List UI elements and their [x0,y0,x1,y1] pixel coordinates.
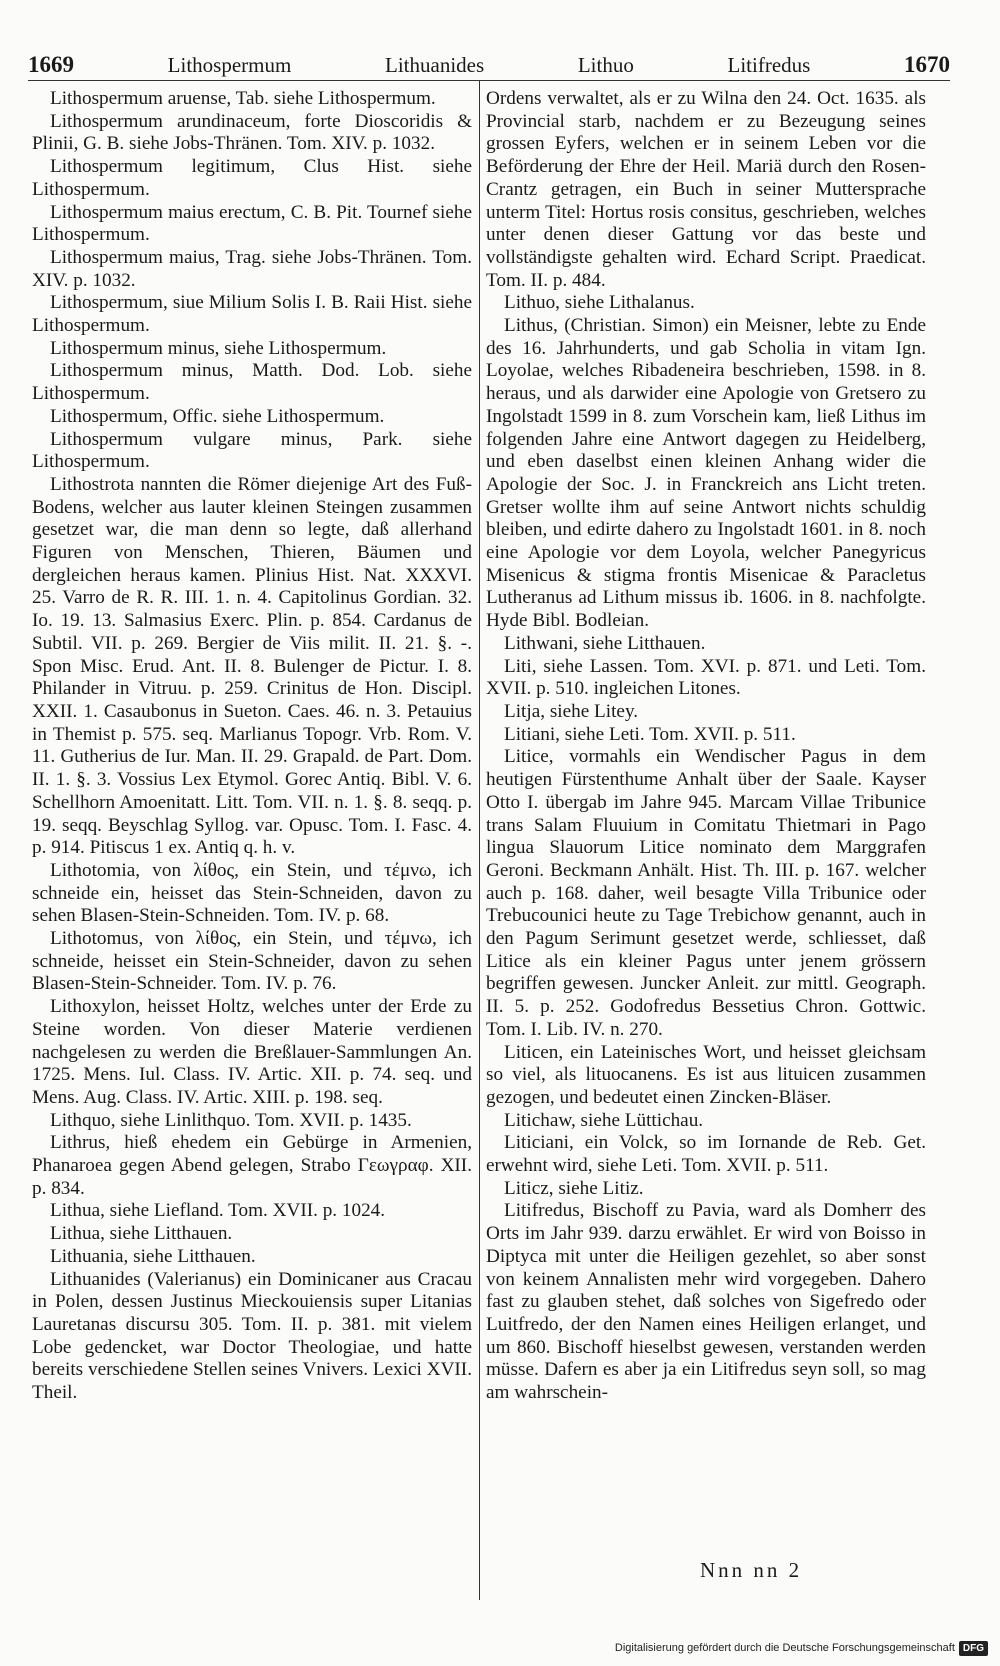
entry: Litiani, siehe Leti. Tom. XVII. p. 511. [504,723,796,745]
entry: Litifredus, Bischoff zu Pavia, ward als Domherr des Orts im Jahr 939. darzu erwählet. Er wird von Boisso in Diptyca mit unter die Heiligen gezehlet, so aber sonst von keinem Annalisten mehr wird vorgegeben. Dahero fast zu glauben stehet, daß solches von Sigefredo oder Luitfredo, der den Namen eines Heiligen erlanget, und um 860. Bischoff hieselbst gewesen, verstanden werden müsse. Dafern es aber ja ein Litifredus seyn soll, so mag am wahrschein- [486,1200,926,1404]
dfg-logo-icon: DFG [959,1641,988,1656]
entry: Lithuo, siehe Lithalanus. [504,292,695,314]
entry: Lithospermum aruense, Tab. siehe Lithospermum. [50,88,436,109]
printer-signature: Nnn nn 2 [700,1558,803,1582]
column-divider [479,80,480,1600]
entry: Lithuanides (Valerianus) ein Dominicaner aus Cracau in Polen, dessen Justinus Mieckouiensis super Litanias Lauretanas discursu 305. Tom. II. p. 381. mit vielem Lobe gedencket, war Doctor Theologiae, und hatte bereits verschiedene Stellen seines Vnivers. Lexici XVII. Theil. [32,1268,472,1404]
page-number-left: 1669 [28,52,74,77]
entry: Lithospermum minus, Matth. Dod. Lob. siehe Lithospermum. [32,360,472,405]
entry: Lithuania, siehe Litthauen. [50,1245,256,1267]
entry: Litichaw, siehe Lüttichau. [504,1109,704,1131]
entry: Liticen, ein Lateinisches Wort, und heisset gleichsam so viel, als lituocanens. Es ist aus lituicen zusammen gezogen, und bedeutet einen Zincken-Bläser. [486,1041,926,1108]
entry: Lithospermum vulgare minus, Park. siehe Lithospermum. [32,428,472,473]
entry: Lithotomus, von λίθος, ein Stein, und τέμνω, ich schneide, heisset ein Stein-Schneider, davon zu sehen Blasen-Stein-Schneider. Tom. IV. p. 76. [32,928,472,995]
page-header [28,44,950,78]
entry: Lithua, siehe Litthauen. [50,1223,233,1245]
right-column [486,88,926,1608]
footer-text: Digitalisierung gefördert durch die Deutsche Forschungsgemeinschaft [614,1642,955,1654]
entry: Lithwani, siehe Litthauen. [504,632,706,654]
entry: Lithospermum maius erectum, C. B. Pit. Tournef siehe Lithospermum. [32,201,472,246]
entry: Lithospermum legitimum, Clus Hist. siehe Lithospermum. [32,156,472,200]
entry: Lithospermum maius, Trag. siehe Jobs-Thränen. Tom. XIV. p. 1032. [32,246,472,291]
entry: Lithospermum, siue Milium Solis I. B. Raii Hist. siehe Lithospermum. [32,292,472,337]
entry: Lithua, siehe Liefland. Tom. XVII. p. 1024. [50,1200,386,1222]
entry: Lithostrota nannten die Römer diejenige Art des Fuß-Bodens, welcher aus lauter kleinen Steingen zusammen gesetzet war, die man denn so legte, daß allerhand Figuren von Menschen, Thieren, Bäumen und dergleichen heraus kamen. Plinius Hist. Nat. XXXVI. 25. Varro de R. R. III. 1. n. 4. Capitolinus Gordian. 32. Io. 19. 13. Salmasius Exerc. Plin. p. 854. Cardanus de Subtil. VII. p. 269. Bergier de Viis milit. II. 21. §. -. Spon Misc. Erud. Ant. II. 8. Bulenger de Pictur. I. 8. Philander in Vitruu. p. 259. Crinitus de Hon. Discipl. XXII. 1. Casaubonus in Sueton. Caes. 46. n. 3. Petauius in Themist p. 575. seq. Marlianus Topogr. Vrb. Rom. V. 11. Gutherius de Iur. Man. II. 29. Grapald. de Part. Dom. II. 1. §. 3. Vossius Lex Etymol. Gorec Antiq. Bibl. V. 6. Schellhorn Amoenitatt. Litt. Tom. VII. n. 1. §. 8. seqq. p. 19. seqq. Beyschlag Syllog. var. Opusc. Tom. I. Fasc. 4. p. 914. Pitiscus 1 ex. Antiq q. h. v. [32,473,472,859]
entry: Liti, siehe Lassen. Tom. XVI. p. 871. und Leti. Tom. XVII. p. 510. ingleichen Litones. [486,655,926,700]
entry: Lithotomia, von λίθος, ein Stein, und τέμνω, ich schneide ein, heisset das Stein-Schneiden, davon zu sehen Blasen-Stein-Schneiden. Tom. IV. p. 68. [32,859,472,927]
entry: Litja, siehe Litey. [504,700,639,722]
left-column [32,88,472,1608]
page-number-right: 1670 [903,52,950,77]
entry: Lithoxylon, heisset Holtz, welches unter der Erde zu Steine worden. Von dieser Materie verdienen nachgelesen zu werden die Breßlauer-Sammlungen An. 1725. Mens. Iul. Class. IV. Artic. XII. p. 74. seq. und Mens. Aug. Class. IV. Artic. XIII. p. 198. seq. [32,996,472,1108]
running-headword-4: Litifredus [727,53,811,77]
entry: Lithrus, hieß ehedem ein Gebürge in Armenien, Phanaroea gegen Abend gelegen, Strabo Γεωγραφ. XII. p. 834. [32,1132,472,1199]
entry: Lithus, (Christian. Simon) ein Meisner, lebte zu Ende des 16. Jahrhunderts, und gab Scholia in vitam Ign. Loyolae, welches Ribadeneira beschrieben, 1598. in 8. heraus, und als darwider eine Apologie von Gretsero zu Ingolstadt 1599 in 8. zum Vorschein kam, ließ Lithus im folgenden Jahre eine Antwort dagegen zu Heidelberg, und eben daselbst einen kleinen Anhang wider die Apologie der Soc. J. in Franckreich ans Licht treten. Gretser wollte ihm auf seine Antwort nichts schuldig bleiben, und edirte dahero zu Ingolstadt 1601. in 8. noch eine Apologie vor dem Loyola, welcher Panegyricus Misenicus & stigma frontis Misenicae & Paracletus Lutheranus ad Lithum missus ib. 1606. in 8. nachfolgte. Hyde Bibl. Bodleian. [486,315,926,632]
entry: Litice, vormahls ein Wendischer Pagus in dem heutigen Fürstenthume Anhalt über der Saale. Kayser Otto I. übergab im Jahre 945. Marcam Villae Tribunice trans Salam Fluuium in Comitatu Thietmari in Pago lingua Slauorum Litice nominato dem Marggrafen Geroni. Beckmann Anhält. Hist. Th. III. p. 167. welcher auch p. 168. daher, weil besagte Villa Tribunice oder Trebucounici heute zu Tage Trebichow genannt, auch in den Pagum Serimunt gesetzet werde, schliesset, daß Litice als ein kleiner Pagus unter jenem grössern begriffen gewesen. Juncker Anleit. zur mittl. Geograph. II. 5. p. 252. Godofredus Bessetius Chron. Gottwic. Tom. I. Lib. IV. n. 270. [486,746,926,1040]
footer [615,1638,988,1658]
entry: Lithospermum minus, siehe Lithospermum. [50,337,387,359]
running-headword-1: Lithospermum [167,53,292,77]
running-headword-2: Lithuanides [385,53,485,77]
running-headword-3: Lithuo [577,53,634,77]
header-rule [28,80,950,81]
entry: Liticz, siehe Litiz. [504,1177,644,1199]
entry: Lithquo, siehe Linlithquo. Tom. XVII. p. 1435. [50,1109,412,1131]
entry: Liticiani, ein Volck, so im Iornande de Reb. Get. erwehnt wird, siehe Leti. Tom. XVII. p. 511. [486,1132,926,1177]
entry: Lithospermum, Offic. siehe Lithospermum. [50,405,385,427]
entry: Ordens verwaltet, als er zu Wilna den 24. Oct. 1635. als Provincial starb, nachdem er zu Bezeugung seines grossen Eyfers, welchen er in seinem Leben vor die Beförderung der Ehre der Heil. Mariä durch den Rosen-Crantz getragen, ein Buch in seiner Muttersprache unterm Titel: Hortus rosis consitus, geschrieben, welches unter denen dieser Gattung vor das beste und vollständigste gehalten wird. Echard Script. Praedicat. Tom. II. p. 484. [486,88,926,291]
entry: Lithospermum arundinaceum, forte Dioscoridis & Plinii, G. B. siehe Jobs-Thränen. Tom. XIV. p. 1032. [32,110,472,155]
